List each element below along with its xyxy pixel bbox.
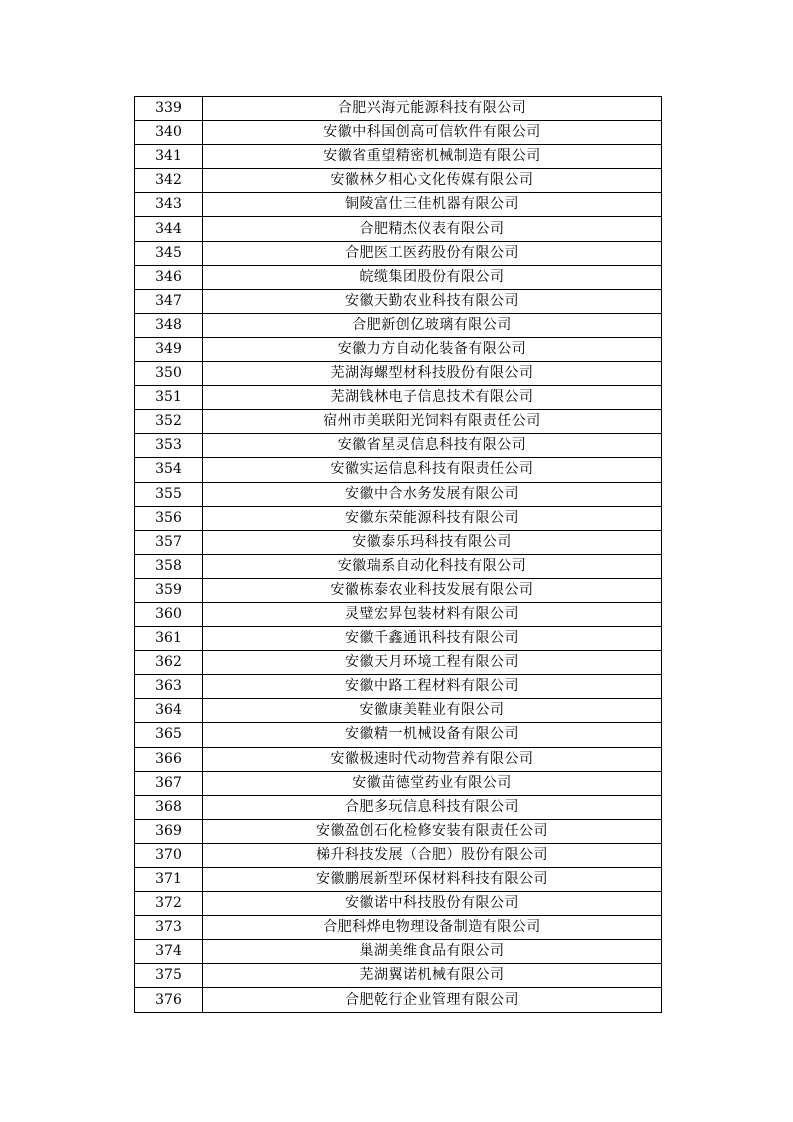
table-row [135, 530, 662, 554]
row-number-cell: 360 [135, 602, 203, 626]
row-number-cell: 355 [135, 482, 203, 506]
company-name-cell: 安徽中路工程材料有限公司 [203, 675, 662, 699]
table-row [135, 578, 662, 602]
table-row [135, 868, 662, 892]
row-number-cell: 350 [135, 362, 203, 386]
row-number-cell: 351 [135, 386, 203, 410]
table-row [135, 651, 662, 675]
row-number-cell: 347 [135, 289, 203, 313]
row-number-cell: 358 [135, 554, 203, 578]
company-name-cell: 安徽鹏展新型环保材料科技有限公司 [203, 868, 662, 892]
row-number-cell: 339 [135, 97, 203, 121]
table-row [135, 121, 662, 145]
company-name-cell: 芜湖翼诺机械有限公司 [203, 964, 662, 988]
table-row [135, 506, 662, 530]
row-number-cell: 366 [135, 747, 203, 771]
row-number-cell: 354 [135, 458, 203, 482]
table-row [135, 747, 662, 771]
table-row [135, 289, 662, 313]
table-row [135, 145, 662, 169]
table-row [135, 771, 662, 795]
company-name-cell: 合肥科烨电物理设备制造有限公司 [203, 916, 662, 940]
row-number-cell: 374 [135, 940, 203, 964]
table-row [135, 988, 662, 1012]
company-name-cell: 皖缆集团股份有限公司 [203, 265, 662, 289]
company-name-cell: 安徽天月环境工程有限公司 [203, 651, 662, 675]
table-row [135, 819, 662, 843]
row-number-cell: 367 [135, 771, 203, 795]
company-name-cell: 合肥新创亿玻璃有限公司 [203, 313, 662, 337]
table-row [135, 265, 662, 289]
row-number-cell: 369 [135, 819, 203, 843]
company-name-cell: 安徽天勤农业科技有限公司 [203, 289, 662, 313]
company-name-cell: 安徽实运信息科技有限责任公司 [203, 458, 662, 482]
row-number-cell: 359 [135, 578, 203, 602]
table-row [135, 169, 662, 193]
row-number-cell: 362 [135, 651, 203, 675]
row-number-cell: 341 [135, 145, 203, 169]
table-row [135, 916, 662, 940]
row-number-cell: 372 [135, 892, 203, 916]
company-name-cell: 安徽省星灵信息科技有限公司 [203, 434, 662, 458]
table-row [135, 313, 662, 337]
row-number-cell: 356 [135, 506, 203, 530]
table-row [135, 362, 662, 386]
company-name-cell: 合肥乾行企业管理有限公司 [203, 988, 662, 1012]
row-number-cell: 349 [135, 337, 203, 361]
table-row [135, 554, 662, 578]
company-name-cell: 合肥医工医药股份有限公司 [203, 241, 662, 265]
row-number-cell: 364 [135, 699, 203, 723]
company-name-cell: 合肥精杰仪表有限公司 [203, 217, 662, 241]
row-number-cell: 352 [135, 410, 203, 434]
table-row [135, 675, 662, 699]
company-name-cell: 安徽省重望精密机械制造有限公司 [203, 145, 662, 169]
table-row [135, 964, 662, 988]
company-name-cell: 安徽千鑫通讯科技有限公司 [203, 627, 662, 651]
company-list-sheet [134, 96, 660, 1013]
company-name-cell: 安徽栋泰农业科技发展有限公司 [203, 578, 662, 602]
row-number-cell: 368 [135, 795, 203, 819]
table-row [135, 458, 662, 482]
row-number-cell: 373 [135, 916, 203, 940]
company-table [134, 96, 662, 1013]
company-name-cell: 安徽中科国创高可信软件有限公司 [203, 121, 662, 145]
company-name-cell: 安徽东荣能源科技有限公司 [203, 506, 662, 530]
table-row [135, 434, 662, 458]
row-number-cell: 371 [135, 868, 203, 892]
row-number-cell: 345 [135, 241, 203, 265]
table-row [135, 795, 662, 819]
company-name-cell: 安徽盈创石化检修安装有限责任公司 [203, 819, 662, 843]
company-name-cell: 安徽康美鞋业有限公司 [203, 699, 662, 723]
table-row [135, 241, 662, 265]
table-row [135, 337, 662, 361]
row-number-cell: 344 [135, 217, 203, 241]
table-row [135, 386, 662, 410]
company-name-cell: 梯升科技发展（合肥）股份有限公司 [203, 843, 662, 867]
company-name-cell: 安徽精一机械设备有限公司 [203, 723, 662, 747]
company-name-cell: 安徽林夕相心文化传媒有限公司 [203, 169, 662, 193]
company-name-cell: 合肥兴海元能源科技有限公司 [203, 97, 662, 121]
table-row [135, 217, 662, 241]
table-row [135, 627, 662, 651]
row-number-cell: 363 [135, 675, 203, 699]
table-row [135, 699, 662, 723]
company-name-cell: 安徽极速时代动物营养有限公司 [203, 747, 662, 771]
table-row [135, 892, 662, 916]
table-row [135, 940, 662, 964]
table-row [135, 843, 662, 867]
company-name-cell: 安徽中合水务发展有限公司 [203, 482, 662, 506]
company-name-cell: 安徽力方自动化装备有限公司 [203, 337, 662, 361]
company-name-cell: 芜湖海螺型材科技股份有限公司 [203, 362, 662, 386]
row-number-cell: 353 [135, 434, 203, 458]
table-row [135, 410, 662, 434]
company-name-cell: 铜陵富仕三佳机器有限公司 [203, 193, 662, 217]
company-name-cell: 灵璧宏昇包装材料有限公司 [203, 602, 662, 626]
row-number-cell: 357 [135, 530, 203, 554]
company-name-cell: 宿州市美联阳光饲料有限责任公司 [203, 410, 662, 434]
row-number-cell: 361 [135, 627, 203, 651]
table-row [135, 602, 662, 626]
row-number-cell: 343 [135, 193, 203, 217]
row-number-cell: 375 [135, 964, 203, 988]
row-number-cell: 348 [135, 313, 203, 337]
table-row [135, 97, 662, 121]
company-name-cell: 合肥多玩信息科技有限公司 [203, 795, 662, 819]
table-row [135, 193, 662, 217]
row-number-cell: 370 [135, 843, 203, 867]
company-name-cell: 巢湖美维食品有限公司 [203, 940, 662, 964]
company-name-cell: 安徽瑞系自动化科技有限公司 [203, 554, 662, 578]
row-number-cell: 340 [135, 121, 203, 145]
company-table-body [135, 97, 662, 1013]
company-name-cell: 安徽泰乐玛科技有限公司 [203, 530, 662, 554]
row-number-cell: 365 [135, 723, 203, 747]
row-number-cell: 346 [135, 265, 203, 289]
row-number-cell: 376 [135, 988, 203, 1012]
table-row [135, 723, 662, 747]
company-name-cell: 安徽苗德堂药业有限公司 [203, 771, 662, 795]
table-row [135, 482, 662, 506]
company-name-cell: 芜湖钱林电子信息技术有限公司 [203, 386, 662, 410]
row-number-cell: 342 [135, 169, 203, 193]
company-name-cell: 安徽诺中科技股份有限公司 [203, 892, 662, 916]
